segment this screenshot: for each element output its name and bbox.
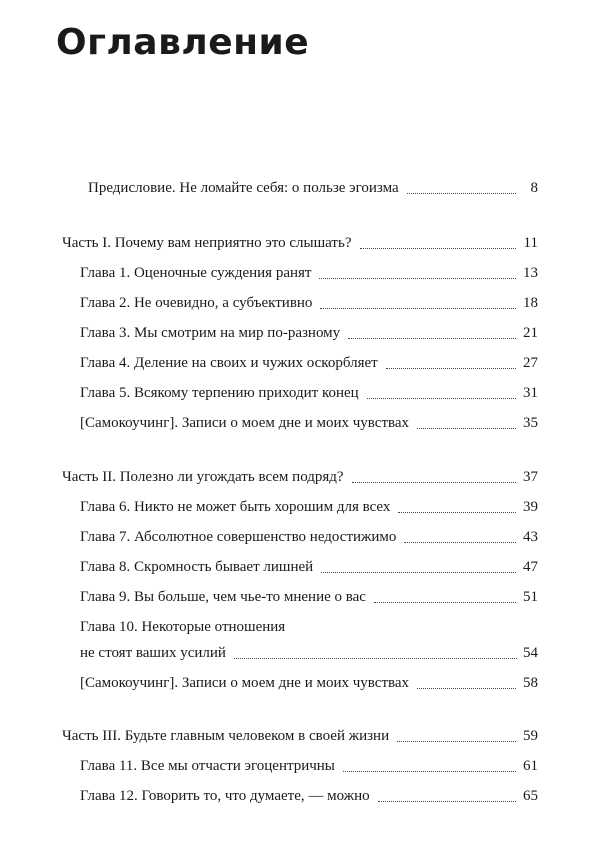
dot-leader bbox=[320, 308, 516, 309]
dot-leader bbox=[417, 688, 516, 689]
toc-page-number: 27 bbox=[523, 355, 538, 371]
toc-page-number: 59 bbox=[523, 728, 538, 744]
toc-entry-part-1 bbox=[62, 233, 538, 253]
dot-leader bbox=[348, 338, 516, 339]
toc-page-number: 54 bbox=[523, 645, 538, 661]
dot-leader bbox=[398, 512, 516, 513]
toc-page-number: 47 bbox=[523, 559, 538, 575]
toc-page-number: 39 bbox=[523, 499, 538, 515]
toc-entry-chapter-7 bbox=[80, 527, 538, 547]
toc-entry-label: Глава 10. Некоторые отношения bbox=[80, 619, 286, 635]
toc-entry-label: Глава 1. Оценочные суждения ранят bbox=[80, 265, 312, 281]
toc-page-number: 37 bbox=[523, 469, 538, 485]
toc-entry-label: Часть III. Будьте главным человеком в своей жизни bbox=[62, 728, 390, 744]
toc-entry-label: Глава 2. Не очевидно, а субъективно bbox=[80, 295, 313, 311]
toc-entry-label: Глава 8. Скромность бывает лишней bbox=[80, 559, 314, 575]
toc-page-number: 51 bbox=[523, 589, 538, 605]
toc-entry-part-3 bbox=[62, 726, 538, 746]
toc-entry-label: Глава 12. Говорить то, что думаете, — можно bbox=[80, 788, 370, 804]
dot-leader bbox=[407, 193, 516, 194]
toc-entry-chapter-3 bbox=[80, 323, 538, 343]
toc-page-number: 11 bbox=[523, 235, 538, 251]
dot-leader bbox=[321, 572, 516, 573]
toc-entry-label: [Самокоучинг]. Записи о моем дне и моих чувствах bbox=[80, 415, 410, 431]
toc-page-number: 18 bbox=[523, 295, 538, 311]
dot-leader bbox=[360, 248, 517, 249]
toc-entry-label: Глава 6. Никто не может быть хорошим для всех bbox=[80, 499, 391, 515]
toc-entry-label: Глава 3. Мы смотрим на мир по-разному bbox=[80, 325, 341, 341]
toc-entry-chapter-10 bbox=[80, 617, 538, 663]
dot-leader bbox=[397, 741, 516, 742]
toc-entry-selfcoaching-1 bbox=[80, 413, 538, 433]
toc-entry-label: Часть I. Почему вам неприятно это слышать? bbox=[62, 235, 352, 251]
toc-page-number: 58 bbox=[523, 675, 538, 691]
toc-entry-preface bbox=[88, 178, 538, 198]
toc-entry-chapter-4 bbox=[80, 353, 538, 373]
dot-leader bbox=[352, 482, 516, 483]
dot-leader bbox=[404, 542, 516, 543]
toc-entry-selfcoaching-2 bbox=[80, 673, 538, 693]
dot-leader bbox=[319, 278, 516, 279]
toc-page-number: 21 bbox=[523, 325, 538, 341]
toc-page-number: 61 bbox=[523, 758, 538, 774]
dot-leader bbox=[234, 658, 517, 659]
toc-page-number: 8 bbox=[530, 180, 538, 196]
toc-page-number: 31 bbox=[523, 385, 538, 401]
toc-entry-label: [Самокоучинг]. Записи о моем дне и моих чувствах bbox=[80, 675, 410, 691]
toc-entry-chapter-12 bbox=[80, 786, 538, 806]
toc-entry-chapter-2 bbox=[80, 293, 538, 313]
toc-entry-label: Предисловие. Не ломайте себя: о пользе эгоизма bbox=[88, 180, 399, 196]
dot-leader bbox=[386, 368, 516, 369]
toc-entry-chapter-8 bbox=[80, 557, 538, 577]
toc-entry-part-2 bbox=[62, 467, 538, 487]
toc-page-number: 65 bbox=[523, 788, 538, 804]
page-title: Оглавление bbox=[56, 22, 310, 63]
toc-entry-label: Глава 7. Абсолютное совершенство недостижимо bbox=[80, 529, 397, 545]
toc-entry-chapter-5 bbox=[80, 383, 538, 403]
toc-entry-chapter-9 bbox=[80, 587, 538, 607]
toc-entry-label: Глава 5. Всякому терпению приходит конец bbox=[80, 385, 359, 401]
dot-leader bbox=[343, 771, 516, 772]
dot-leader bbox=[378, 801, 516, 802]
toc-page-number: 35 bbox=[523, 415, 538, 431]
toc-entry-label: Часть II. Полезно ли угождать всем подряд? bbox=[62, 469, 344, 485]
toc-entry-label-line2: не стоят ваших усилий bbox=[80, 645, 226, 661]
toc-page-number: 13 bbox=[523, 265, 538, 281]
toc-entry-chapter-11 bbox=[80, 756, 538, 776]
dot-leader bbox=[374, 602, 516, 603]
dot-leader bbox=[417, 428, 516, 429]
dot-leader bbox=[367, 398, 516, 399]
toc-entry-label: Глава 4. Деление на своих и чужих оскорбляет bbox=[80, 355, 378, 371]
toc-page-number: 43 bbox=[523, 529, 538, 545]
toc-entry-chapter-6 bbox=[80, 497, 538, 517]
toc-entry-continuation bbox=[80, 643, 538, 663]
toc-entry-chapter-1 bbox=[80, 263, 538, 283]
toc-entry-label: Глава 9. Вы больше, чем чье-то мнение о вас bbox=[80, 589, 366, 605]
toc-entry-label: Глава 11. Все мы отчасти эгоцентричны bbox=[80, 758, 335, 774]
